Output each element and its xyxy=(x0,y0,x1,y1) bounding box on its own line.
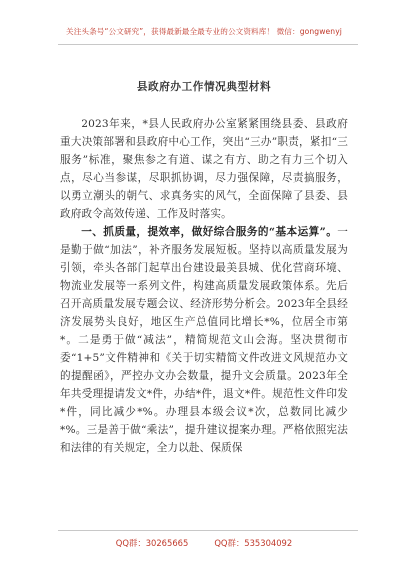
section-heading: 一、抓质量，提效率，做好综合服务的“基本运算”。 xyxy=(81,226,338,238)
section-body: 一是勤于做“加法”，补齐服务发展短板。坚持以高质量发展为引领，牵头各部门起草出台建设最美县城、优化营商环境、物流业发展等一系列文件，构建高质量发展政策体系。先后召开高质量发展专题会议、经济形势分析会。2023年全县经济发展势头良好，地区生产总值同比增长*%，位居全市第*。二是勇于做“减法”，精简规范文山会海。坚决贯彻市委“1+5”文件精神和《关于切实精简文件改进文风规范办文的提醒函》，严控办文办会数量，提升文会质量。2023年全年共受理提请发文*件，办结*件，退文*件。规范性文件印发*件，同比减少*%。办理县本级会议*次，总数同比减少*%。三是善于做“乘法”，提升建议提案办理。严格依照宪法和法律的有关规定，全力以赴、保质保 xyxy=(60,226,348,454)
footer-divider xyxy=(58,530,358,531)
document-body xyxy=(60,115,348,457)
qq-group-2: QQ群：535304092 xyxy=(214,538,293,548)
header-divider xyxy=(58,44,358,45)
header-banner: 关注头条号“公文研究”，获得最新最全最专业的公文资料库！ 微信：gongwenyj xyxy=(66,27,342,36)
document-title: 县政府办工作情况典型材料 xyxy=(136,81,272,93)
paragraph-intro: 2023年来，*县人民政府办公室紧紧围绕县委、县政府重大决策部署和县政府中心工作，突出“三办”职责，紧扣“三服务”标准，聚焦参之有道、谋之有方、助之有力三个切入点，尽心当参谋，尽职抓协调，尽力强保障，尽责搞服务，以勇立潮头的朝气、求真务实的风气，全面保障了县委、县政府政令高效传递、工作及时落实。 xyxy=(60,118,348,220)
paragraph-section-one xyxy=(60,223,348,457)
qq-group-1: QQ群：30265665 xyxy=(115,538,189,548)
footer-qq-groups xyxy=(0,537,408,549)
